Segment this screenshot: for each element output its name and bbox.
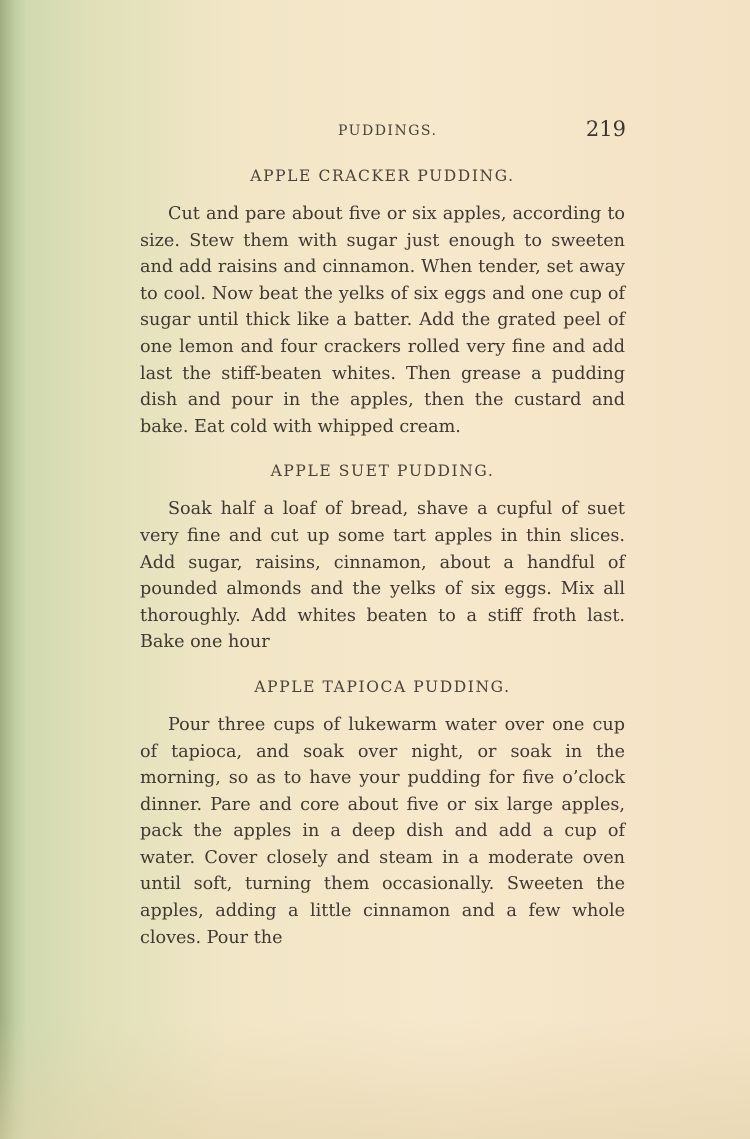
page-number: 219 [585, 117, 626, 141]
page-gutter-shading [0, 0, 26, 1139]
recipe-title: APPLE CRACKER PUDDING. [250, 167, 515, 185]
recipe-title: APPLE TAPIOCA PUDDING. [254, 677, 511, 696]
recipe-title: APPLE SUET PUDDING. [270, 462, 495, 481]
recipe-body: Pour three cups of lukewarm water over one cup of tapioca, and soak over night, or soak in the morning, so as to have your pudding for five o’clock dinner. Pare and core about five or six large apples, pack the apples in a deep dish and add a cup of water. Cover closely and steam in a moderate oven until soft, turning them occasionally. Sweeten the apples, adding a little cinnamon and a few whole cloves. Pour the [140, 714, 625, 948]
recipe-apple-cracker-pudding [140, 165, 625, 440]
page-content [140, 165, 625, 971]
page-header [140, 117, 628, 147]
recipe-apple-tapioca-pudding [140, 676, 625, 951]
recipe-apple-suet-pudding [140, 460, 625, 656]
recipe-body: Soak half a loaf of bread, shave a cupful of suet very fine and cut up some tart apples in thin slices. Add sugar, raisins, cinnamon, about a handful of pounded almonds and the yelks of six eggs. Mix all thoroughly. Add whites beaten to a stiff froth last. Bake one hour [140, 499, 625, 653]
recipe-body: Cut and pare about five or six apples, according to size. Stew them with sugar just enough to sweeten and add raisins and cinnamon. When tender, set away to cool. Now beat the yelks of six eggs and one cup of sugar until thick like a batter. Add the grated peel of one lemon and four crackers rolled very fine and add last the stiff-beaten whites. Then grease a pudding dish and pour in the apples, then the custard and bake. Eat cold with whipped cream. [140, 204, 625, 437]
page-bottom-shading [0, 1019, 750, 1139]
running-head: PUDDINGS. [338, 123, 438, 139]
